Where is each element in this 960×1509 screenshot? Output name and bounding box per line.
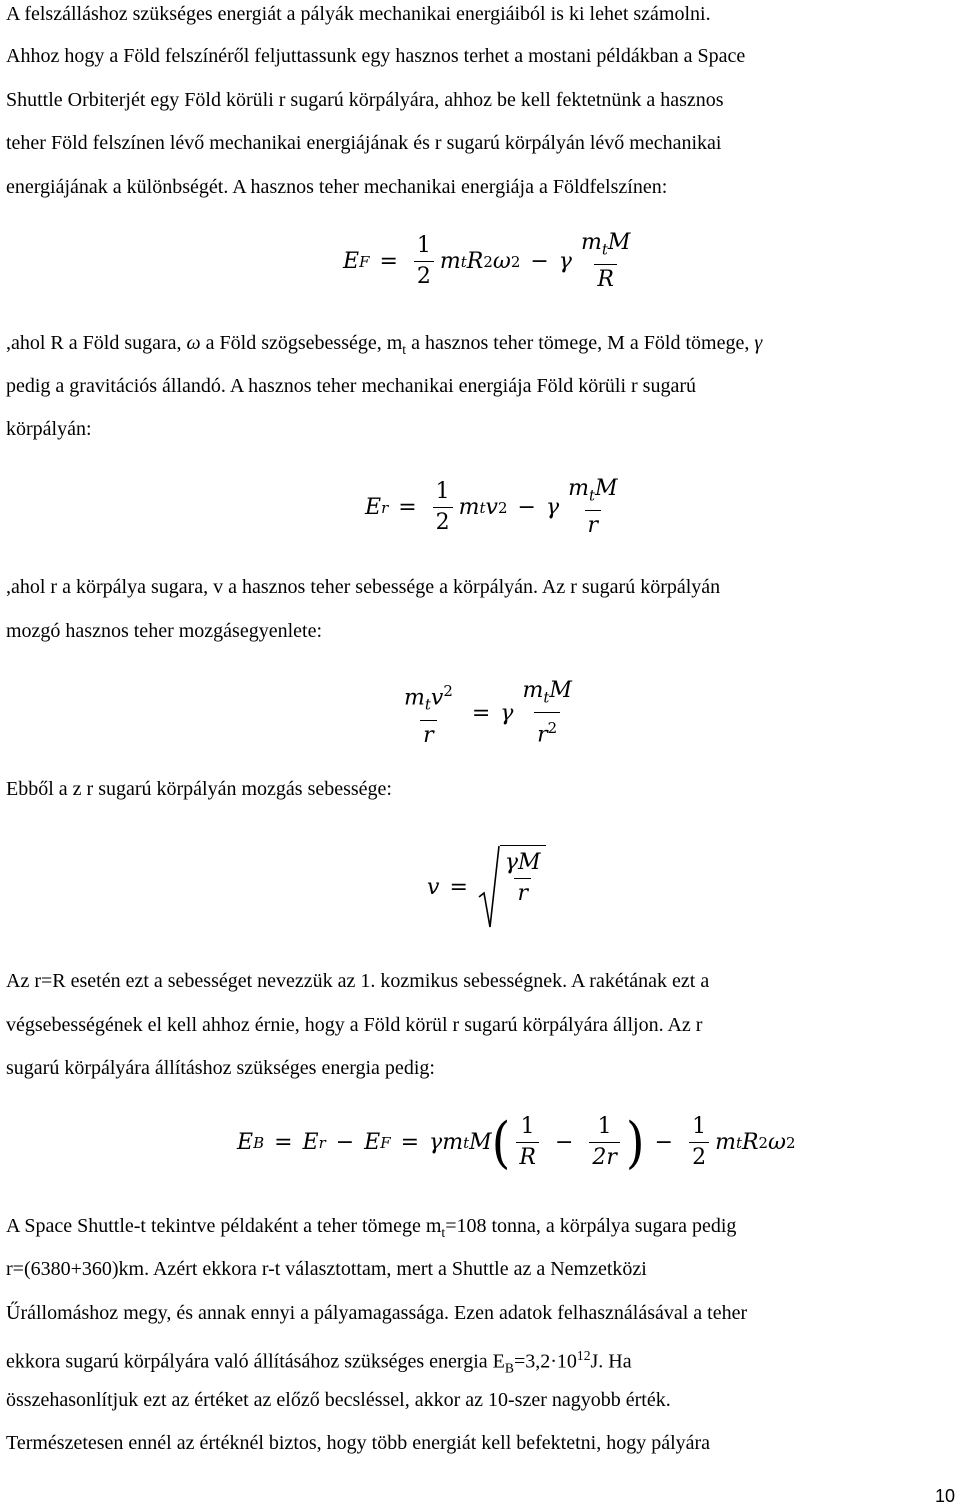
text-line: ekkora sugarú körpályára való állításához szükséges energia $E_B=3,2\cdot 10^{12}J$. Ha <box>6 1348 632 1376</box>
text-line: pedig a gravitációs állandó. A hasznos teher mechanikai energiája Föld körüli r sugarú <box>6 375 696 397</box>
text-line: végsebességének el kell ahhoz érnie, hogy a Föld körül r sugarú körpályára álljon. Az r <box>6 1014 703 1036</box>
text-line: Természetesen ennél az értéknél biztos, hogy több energiát kell befektetni, hogy pályára <box>6 1432 711 1454</box>
text-line: összehasonlítjuk ezt az értéket az előző becsléssel, akkor az 10-szer nagyobb érték. <box>6 1389 671 1411</box>
equation-surface-energy: E F = $\frac{1}{2}$ m t R 2 ω 2 − γ $\frac{m_tM}{R}$ <box>343 230 631 293</box>
text-line: A Space Shuttle-t tekintve példaként a teher tömege $m_t=108$ tonna, a körpálya sugara pedig <box>6 1215 737 1240</box>
text-line: körpályán: <box>6 418 92 440</box>
text-line: ,ahol R a Föld sugara, ω a Föld szögsebessége, $m_t$ a hasznos teher tömege, M a Föld tömege, γ <box>6 332 763 357</box>
text-line: Az r=R esetén ezt a sebességet nevezzük az 1. kozmikus sebességnek. A rakétának ezt a <box>6 970 710 992</box>
text-line: A felszálláshoz szükséges energiát a pályák mechanikai energiáiból is ki lehet számolni. <box>6 3 711 25</box>
text-line: Shuttle Orbiterjét egy Föld körüli r sugarú körpályára, ahhoz be kell fektetnünk a hasznos <box>6 89 724 111</box>
equation-motion: $\frac{m_tv^2}{r}$ = γ $\frac{m_tM}{r^2}$ <box>404 678 572 748</box>
text-line: teher Föld felszínen lévő mechanikai energiájának és r sugarú körpályán lévő mechanikai <box>6 132 722 154</box>
text-line: Ahhoz hogy a Föld felszínéről feljuttassunk egy hasznos terhet a mostani példákban a Space <box>6 45 746 67</box>
page-number: 10 <box>935 1486 956 1506</box>
text-line: r=(6380+360)km. Azért ekkora r-t választottam, mert a Shuttle az a Nemzetközi <box>6 1258 647 1280</box>
text-line: energiájának a különbségét. A hasznos teher mechanikai energiája a Földfelszínen: <box>6 176 668 198</box>
text-line: Űrállomáshoz megy, és annak ennyi a pályamagassága. Ezen adatok felhasználásával a teher <box>6 1302 748 1324</box>
sqrt-sign: $\frac{\gamma M}{r}$ <box>478 845 546 929</box>
text-line: ,ahol r a körpálya sugara, v a hasznos teher sebessége a körpályán. Az r sugarú körpályán <box>6 576 721 598</box>
text-line: sugarú körpályára állításhoz szükséges energia pedig: <box>6 1057 435 1079</box>
text-line: Ebből a z r sugarú körpályán mozgás sebessége: <box>6 778 392 800</box>
equation-velocity: v = $\frac{\gamma M}{r}$ <box>427 845 546 929</box>
text-line: mozgó hasznos teher mozgásegyenlete: <box>6 620 322 642</box>
equation-required-energy: E B = E r − E F = γ m t M ( $\frac{1}{R}$ − $\frac{1}{2r}$ ) − $\frac{1}{2}$ m t R 2 ω 2 <box>237 1110 796 1175</box>
equation-orbit-energy: E r = $\frac{1}{2}$ m t v 2 − γ $\frac{m_tM}{r}$ <box>365 476 618 539</box>
